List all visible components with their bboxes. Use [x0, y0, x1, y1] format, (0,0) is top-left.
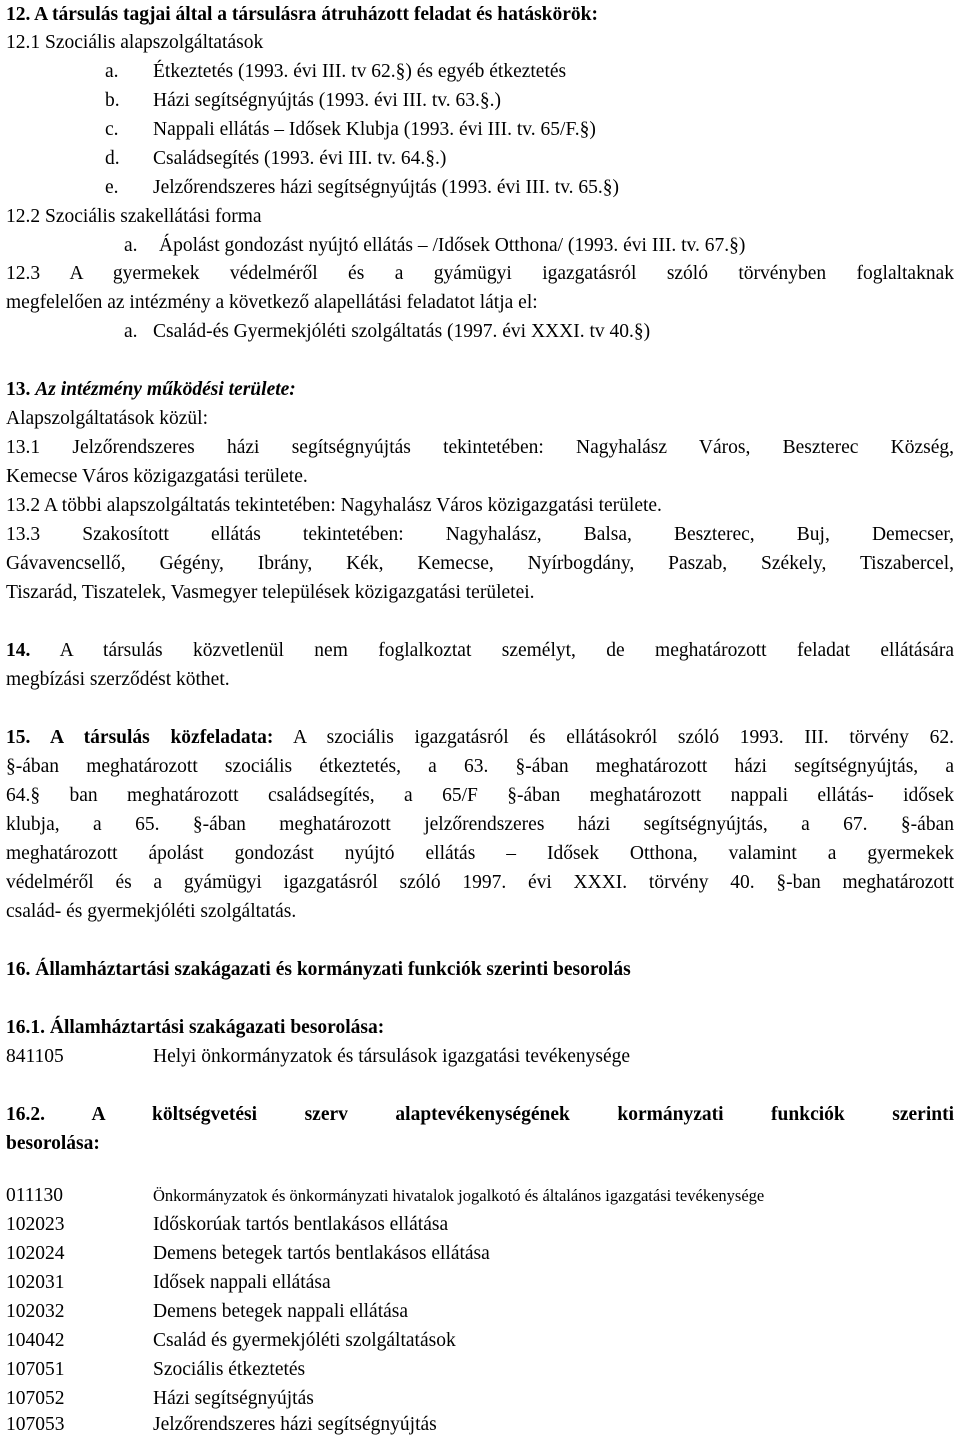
function-description: Demens betegek tartós bentlakásos ellátása — [153, 1243, 490, 1264]
function-description: Demens betegek nappali ellátása — [153, 1301, 409, 1322]
list-item: Étkeztetés (1993. évi III. tv 62.§) és egyéb étkeztetés — [153, 61, 567, 82]
section-15-line: §-ában meghatározott szociális étkeztetés, a 63. §-ában meghatározott házi segítségnyújtás, a — [6, 756, 954, 777]
section-13-1-line: 13.1 Jelzőrendszeres házi segítségnyújtás tekintetében: Nagyhalász Város, Beszterec Község, — [6, 437, 954, 458]
section-15-line: védelméről és a gyámügyi igazgatásról szóló 1997. évi XXXI. törvény 40. §-ban meghatározott — [6, 872, 954, 893]
function-code: 011130 — [6, 1185, 64, 1206]
function-description: Önkormányzatok és önkormányzati hivatalok jogalkotó és általános igazgatási tevékenysége — [153, 1186, 765, 1205]
list-item: Ápolást gondozást nyújtó ellátás – /Idősek Otthona/ (1993. évi III. tv. 67.§) — [159, 235, 746, 256]
function-description: Idősek nappali ellátása — [153, 1272, 331, 1293]
section-13-3-line: 13.3 Szakosított ellátás tekintetében: Nagyhalász, Balsa, Beszterec, Buj, Demecser, — [6, 524, 954, 545]
function-description: Jelzőrendszeres házi segítségnyújtás — [153, 1414, 437, 1435]
section-13-1-line: Kemecse Város közigazgatási területe. — [6, 466, 308, 487]
section-12-1-title: 12.1 Szociális alapszolgáltatások — [6, 32, 264, 53]
function-code: 102023 — [6, 1214, 65, 1235]
sector-code: 841105 — [6, 1046, 64, 1067]
section-12-3-line: 12.3 A gyermekek védelméről és a gyámügyi igazgatásról szóló törvényben foglaltaknak — [6, 263, 954, 284]
function-code: 104042 — [6, 1330, 65, 1351]
section-16-2-title: 16.2. A költségvetési szerv alaptevékenységének kormányzati funkciók szerinti — [6, 1104, 954, 1125]
function-code: 102031 — [6, 1272, 65, 1293]
list-item: Család-és Gyermekjóléti szolgáltatás (1997. évi XXXI. tv 40.§) — [153, 321, 651, 342]
list-item-letter: a. — [124, 235, 138, 256]
function-code: 107052 — [6, 1388, 65, 1409]
function-code: 102032 — [6, 1301, 65, 1322]
section-16-1-title: 16.1. Államháztartási szakágazati besorolása: — [6, 1017, 385, 1038]
list-item: Jelzőrendszeres házi segítségnyújtás (1993. évi III. tv. 65.§) — [153, 177, 620, 198]
section-13-heading: 13. Az intézmény működési területe: — [6, 379, 296, 400]
function-code: 102024 — [6, 1243, 65, 1264]
section-14-line: megbízási szerződést köthet. — [6, 669, 230, 690]
section-13-3-line: Tiszarád, Tiszatelek, Vasmegyer települések közigazgatási területei. — [6, 582, 535, 603]
list-item-letter: d. — [105, 148, 120, 169]
list-item: Nappali ellátás – Idősek Klubja (1993. évi III. tv. 65/F.§) — [153, 119, 596, 140]
function-description: Család és gyermekjóléti szolgáltatások — [153, 1330, 456, 1351]
section-15-line: klubja, a 65. §-ában meghatározott jelzőrendszeres házi segítségnyújtás, a 67. §-ában — [6, 814, 954, 835]
function-code: 107053 — [6, 1414, 65, 1435]
section-12-heading: 12. A társulás tagjai által a társulásra átruházott feladat és hatáskörök: — [6, 4, 599, 25]
function-code: 107051 — [6, 1359, 65, 1380]
sector-description: Helyi önkormányzatok és társulások igazgatási tevékenysége — [153, 1046, 631, 1067]
function-description: Házi segítségnyújtás — [153, 1388, 314, 1409]
section-13-intro: Alapszolgáltatások közül: — [6, 408, 208, 429]
list-item-letter: a. — [105, 61, 119, 82]
section-15-line: 64.§ ban meghatározott családsegítés, a 65/F §-ában meghatározott nappali ellátás- idősek — [6, 785, 954, 806]
section-15-line: család- és gyermekjóléti szolgáltatás. — [6, 901, 297, 922]
list-item-letter: b. — [105, 90, 120, 111]
section-13-3-line: Gávavencsellő, Gégény, Ibrány, Kék, Kemecse, Nyírbogdány, Paszab, Székely, Tiszabercel, — [6, 553, 954, 574]
list-item-letter: e. — [105, 177, 119, 198]
list-item-letter: a. — [124, 321, 138, 342]
section-16-2-title: besorolása: — [6, 1133, 100, 1154]
list-item: Házi segítségnyújtás (1993. évi III. tv. 63.§.) — [153, 90, 502, 111]
section-15-line: meghatározott ápolást gondozást nyújtó ellátás – Idősek Otthona, valamint a gyermekek — [6, 843, 954, 864]
function-description: Időskorúak tartós bentlakásos ellátása — [153, 1214, 449, 1235]
section-12-2-title: 12.2 Szociális szakellátási forma — [6, 206, 262, 227]
list-item-letter: c. — [105, 119, 119, 140]
function-description: Szociális étkeztetés — [153, 1359, 306, 1380]
section-15-line: 15. A társulás közfeladata: A szociális igazgatásról és ellátásokról szóló 1993. III. törvény 62. — [6, 727, 954, 748]
section-14-line: 14. A társulás közvetlenül nem foglalkoztat személyt, de meghatározott feladat ellátására — [6, 640, 954, 661]
list-item: Családsegítés (1993. évi III. tv. 64.§.) — [153, 148, 447, 169]
section-13-2-line: 13.2 A többi alapszolgáltatás tekintetében: Nagyhalász Város közigazgatási területe. — [6, 495, 662, 516]
section-12-3-line: megfelelően az intézmény a következő alapellátási feladatot látja el: — [6, 292, 538, 313]
section-16-heading: 16. Államháztartási szakágazati és kormányzati funkciók szerinti besorolás — [6, 959, 631, 980]
